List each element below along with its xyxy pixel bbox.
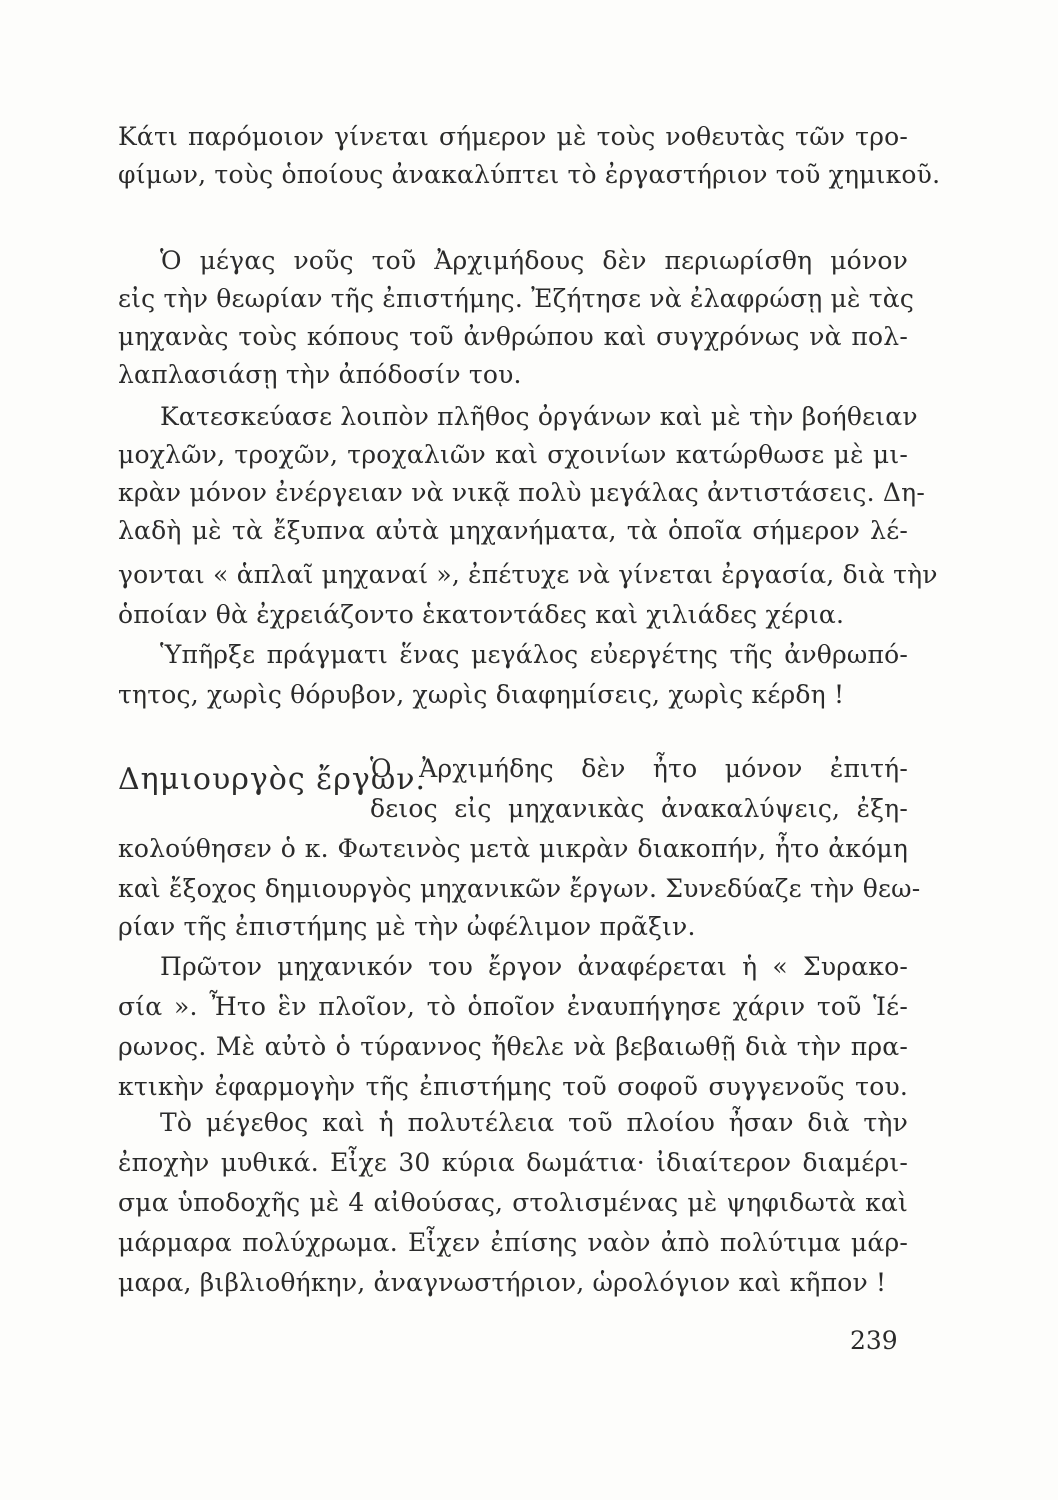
text-line: καὶ ἔξοχος δημιουργὸς μηχανικῶν ἔργων. Συνεδύαζε τὴν θεω- [118, 874, 921, 903]
text-line: ρίαν τῆς ἐπιστήμης μὲ τὴν ὠφέλιμον πρᾶξιν. [118, 912, 696, 941]
text-line: Κατεσκεύασε λοιπὸν πλῆθος ὀργάνων καὶ μὲ τὴν βοήθειαν [160, 402, 918, 431]
text-line: σμα ὑποδοχῆς μὲ 4 αἰθούσας, στολισμένας μὲ ψηφιδωτὰ καὶ [118, 1188, 908, 1217]
text-line: μοχλῶν, τροχῶν, τροχαλιῶν καὶ σχοινίων κατώρθωσε μὲ μι- [118, 440, 908, 469]
text-line: μάρμαρα πολύχρωμα. Εἶχεν ἐπίσης ναὸν ἀπὸ πολύτιμα μάρ- [118, 1228, 908, 1257]
text-line: δειος εἰς μηχανικὰς ἀνακαλύψεις, ἐξη- [370, 794, 908, 823]
text-line: κτικὴν ἐφαρμογὴν τῆς ἐπιστήμης τοῦ σοφοῦ συγγενοῦς του. [118, 1072, 908, 1101]
text-line: γονται « ἁπλαῖ μηχαναί », ἐπέτυχε νὰ γίνεται ἐργασία, διὰ τὴν [118, 560, 938, 589]
text-line: Τὸ μέγεθος καὶ ἡ πολυτέλεια τοῦ πλοίου ἦσαν διὰ τὴν [160, 1108, 908, 1137]
page-number: 239 [850, 1326, 898, 1355]
text-line: Ὑπῆρξε πράγματι ἕνας μεγάλος εὐεργέτης τῆς ἀνθρωπό- [160, 640, 908, 669]
text-line: Ὁ μέγας νοῦς τοῦ Ἀρχιμήδους δὲν περιωρίσθη μόνον [160, 246, 908, 275]
text-line: ρωνος. Μὲ αὐτὸ ὁ τύραννος ἤθελε νὰ βεβαιωθῇ διὰ τὴν πρα- [118, 1032, 908, 1061]
text-line: ὁποίαν θὰ ἐχρειάζοντο ἑκατοντάδες καὶ χιλιάδες χέρια. [118, 600, 845, 629]
text-line: κολούθησεν ὁ κ. Φωτεινὸς μετὰ μικρὰν διακοπήν, ἦτο ἀκόμη [118, 834, 908, 863]
text-line: λαδὴ μὲ τὰ ἔξυπνα αὐτὰ μηχανήματα, τὰ ὁποῖα σήμερον λέ- [118, 516, 908, 545]
text-line: σία ». Ἦτο ἓν πλοῖον, τὸ ὁποῖον ἐναυπήγησε χάριν τοῦ Ἱέ- [118, 992, 908, 1021]
text-line: κρὰν μόνον ἐνέργειαν νὰ νικᾷ πολὺ μεγάλας ἀντιστάσεις. Δη- [118, 478, 925, 507]
text-line: Κάτι παρόμοιον γίνεται σήμερον μὲ τοὺς νοθευτὰς τῶν τρο- [118, 122, 908, 151]
text-line: Πρῶτον μηχανικόν του ἔργον ἀναφέρεται ἡ « Συρακο- [160, 952, 908, 981]
text-line: λαπλασιάσῃ τὴν ἀπόδοσίν του. [118, 360, 522, 389]
text-line: μηχανὰς τοὺς κόπους τοῦ ἀνθρώπου καὶ συγχρόνως νὰ πολ- [118, 322, 908, 351]
text-line: φίμων, τοὺς ὁποίους ἀνακαλύπτει τὸ ἐργαστήριον τοῦ χημικοῦ. [118, 160, 941, 189]
section-heading: Δημιουργὸς ἔργων. [118, 762, 427, 797]
text-line: ἐποχὴν μυθικά. Εἶχε 30 κύρια δωμάτια· ἰδιαίτερον διαμέρι- [118, 1148, 908, 1177]
text-line: εἰς τὴν θεωρίαν τῆς ἐπιστήμης. Ἐζήτησε νὰ ἐλαφρώσῃ μὲ τὰς [118, 284, 915, 313]
text-line: τητος, χωρὶς θόρυβον, χωρὶς διαφημίσεις, χωρὶς κέρδη ! [118, 680, 845, 709]
text-line: μαρα, βιβλιοθήκην, ἀναγνωστήριον, ὡρολόγιον καὶ κῆπον ! [118, 1268, 887, 1297]
text-line: Ὁ Ἀρχιμήδης δὲν ἦτο μόνον ἐπιτή- [370, 754, 908, 783]
